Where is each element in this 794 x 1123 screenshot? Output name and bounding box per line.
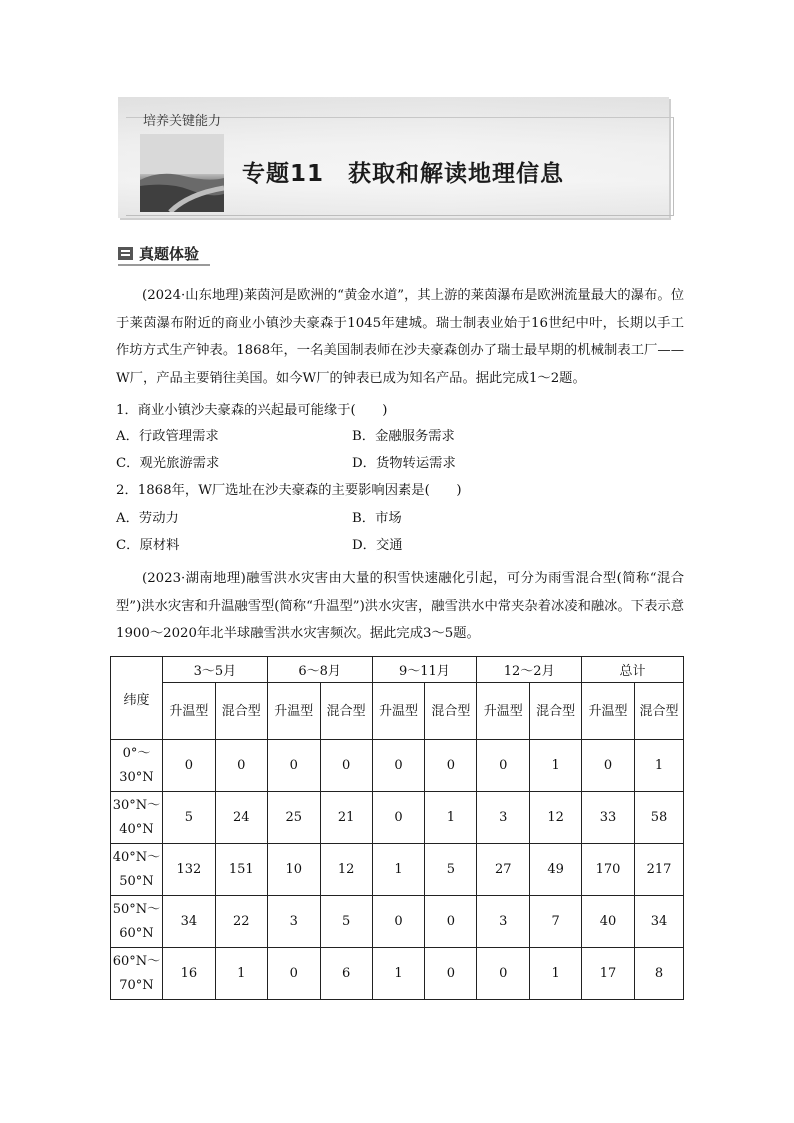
table-cell: 27 [477, 844, 530, 896]
latitude-cell: 30°N～40°N [111, 792, 163, 844]
table-cell: 7 [530, 896, 582, 948]
table-cell: 3 [267, 896, 320, 948]
section-underline [118, 264, 210, 266]
table-cell: 22 [215, 896, 267, 948]
table-cell: 0 [425, 896, 477, 948]
table-row [111, 740, 684, 792]
table-row [111, 844, 684, 896]
table-header-row [111, 657, 684, 683]
table-cell: 40 [582, 896, 635, 948]
table-cell: 0 [267, 948, 320, 1000]
header-banner [118, 97, 669, 218]
banner-label: 培养关键能力 [143, 114, 222, 129]
document-icon [118, 247, 133, 260]
type-header: 混合型 [634, 683, 683, 740]
q2-option-b: B．市场 [352, 511, 402, 526]
table-cell: 151 [215, 844, 267, 896]
table-cell: 6 [320, 948, 372, 1000]
table-cell: 1 [634, 740, 683, 792]
type-header: 升温型 [372, 683, 425, 740]
table-cell: 34 [634, 896, 683, 948]
table-cell: 1 [372, 844, 425, 896]
season-header: 6～8月 [267, 657, 372, 683]
table-cell: 10 [267, 844, 320, 896]
table-cell: 34 [162, 896, 215, 948]
table-cell: 170 [582, 844, 635, 896]
flood-frequency-table [110, 656, 684, 1000]
table-cell: 17 [582, 948, 635, 1000]
table-cell: 33 [582, 792, 635, 844]
table-row [111, 948, 684, 1000]
q1-option-b: B．金融服务需求 [352, 429, 455, 444]
season-header: 总计 [582, 657, 684, 683]
table-cell: 5 [320, 896, 372, 948]
latitude-cell: 40°N～50°N [111, 844, 163, 896]
table-cell: 0 [477, 948, 530, 1000]
table-cell: 8 [634, 948, 683, 1000]
table-cell: 0 [320, 740, 372, 792]
q2-option-d: D．交通 [352, 538, 403, 553]
type-header: 升温型 [267, 683, 320, 740]
q1-option-d: D．货物转运需求 [352, 456, 456, 471]
table-cell: 1 [530, 948, 582, 1000]
table-cell: 0 [215, 740, 267, 792]
table-cell: 49 [530, 844, 582, 896]
landscape-image [140, 134, 224, 212]
table-cell: 25 [267, 792, 320, 844]
section-heading-text: 真题体验 [139, 244, 200, 263]
passage-2: (2023·湖南地理)融雪洪水灾害由大量的积雪快速融化引起，可分为雨雪混合型(简称“混合型”)洪水灾害和升温融雪型(简称“升温型”)洪水灾害，融雪洪水中常夹杂着冰凌和融冰。下表示意1900～2020年北半球融雪洪水灾害频次。据此完成3～5题。 [116, 571, 684, 641]
latitude-cell: 60°N～70°N [111, 948, 163, 1000]
latitude-cell: 0°～30°N [111, 740, 163, 792]
table-cell: 132 [162, 844, 215, 896]
table-cell: 3 [477, 896, 530, 948]
table-cell: 24 [215, 792, 267, 844]
season-header: 3～5月 [162, 657, 267, 683]
passage-1: (2024·山东地理)莱茵河是欧洲的“黄金水道”，其上游的莱茵瀑布是欧洲流量最大的瀑布。位于莱茵瀑布附近的商业小镇沙夫豪森于1045年建城。瑞士制表业始于16世纪中叶，长期以手工作坊方式生产钟表。1868年，一名美国制表师在沙夫豪森创办了瑞士最早期的机械制表工厂——W厂，产品主要销往美国。如今W厂的钟表已成为知名产品。据此完成1～2题。 [116, 288, 684, 386]
table-cell: 0 [372, 740, 425, 792]
table-cell: 0 [425, 740, 477, 792]
table-row [111, 792, 684, 844]
table-cell: 5 [162, 792, 215, 844]
latitude-cell: 50°N～60°N [111, 896, 163, 948]
type-header: 升温型 [162, 683, 215, 740]
type-header: 混合型 [425, 683, 477, 740]
q1-option-c: C．观光旅游需求 [116, 456, 220, 471]
q1-option-a: A．行政管理需求 [116, 429, 219, 444]
page-title: 专题11 获取和解读地理信息 [242, 161, 565, 187]
table-corner-cell: 纬度 [111, 657, 163, 740]
section-heading [118, 242, 199, 264]
table-cell: 0 [582, 740, 635, 792]
season-header: 12～2月 [477, 657, 582, 683]
table-cell: 1 [530, 740, 582, 792]
table-cell: 1 [372, 948, 425, 1000]
table-cell: 12 [320, 844, 372, 896]
table-cell: 0 [267, 740, 320, 792]
table-cell: 0 [477, 740, 530, 792]
question-1-stem: 1．商业小镇沙夫豪森的兴起最可能缘于( ) [116, 403, 388, 418]
type-header: 升温型 [582, 683, 635, 740]
type-header: 混合型 [530, 683, 582, 740]
table-subheader-row [111, 683, 684, 740]
question-2-stem: 2．1868年，W厂选址在沙夫豪森的主要影响因素是( ) [116, 483, 462, 498]
type-header: 混合型 [320, 683, 372, 740]
table-cell: 21 [320, 792, 372, 844]
type-header: 升温型 [477, 683, 530, 740]
table-row [111, 896, 684, 948]
table-cell: 12 [530, 792, 582, 844]
table-cell: 0 [372, 792, 425, 844]
type-header: 混合型 [215, 683, 267, 740]
table-cell: 1 [425, 792, 477, 844]
table-cell: 5 [425, 844, 477, 896]
q2-option-a: A．劳动力 [116, 511, 179, 526]
table-cell: 58 [634, 792, 683, 844]
table-cell: 0 [372, 896, 425, 948]
season-header: 9～11月 [372, 657, 477, 683]
table-cell: 0 [425, 948, 477, 1000]
table-cell: 217 [634, 844, 683, 896]
q2-option-c: C．原材料 [116, 538, 180, 553]
table-cell: 0 [162, 740, 215, 792]
table-cell: 3 [477, 792, 530, 844]
table-cell: 1 [215, 948, 267, 1000]
table-cell: 16 [162, 948, 215, 1000]
